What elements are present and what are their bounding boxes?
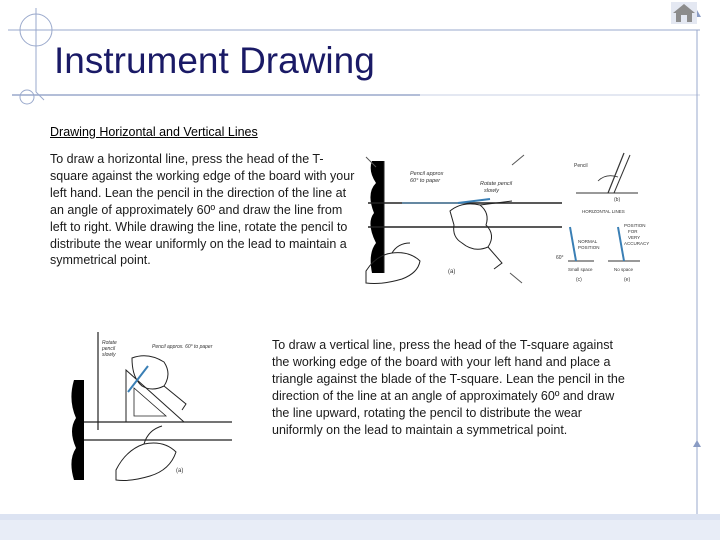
- svg-text:Rotate pencil: Rotate pencil: [480, 181, 513, 187]
- svg-text:POSITION: POSITION: [578, 245, 600, 250]
- svg-text:HORIZONTAL LINES: HORIZONTAL LINES: [582, 209, 625, 214]
- paragraph-vertical: To draw a vertical line, press the head of the T-square against the working edge of the board with your left hand and place a triangle against the blade of the T-square. Lean the pencil in the direction of the line at an angle of approximately 60º and draw the line upward, rotating the pencil to distribute the wear uniformly on the lead to maintain a symmetrical point.: [272, 338, 625, 437]
- svg-text:(b): (b): [614, 197, 621, 203]
- svg-text:(a): (a): [448, 269, 456, 275]
- tsquare-head: [71, 380, 84, 480]
- svg-text:slowly: slowly: [484, 188, 499, 194]
- svg-text:Pencil: Pencil: [574, 163, 588, 169]
- svg-text:Rotate: Rotate: [102, 340, 117, 346]
- svg-text:Small space: Small space: [568, 267, 593, 272]
- svg-text:Pencil approx. 60° to paper: Pencil approx. 60° to paper: [152, 344, 213, 350]
- svg-text:No space: No space: [614, 267, 634, 272]
- home-icon[interactable]: [671, 2, 697, 24]
- svg-text:(c): (c): [576, 277, 582, 283]
- svg-text:FOR: FOR: [628, 229, 638, 234]
- figure-vertical-lines: [64, 330, 234, 494]
- slide-title: Instrument Drawing: [54, 40, 375, 81]
- svg-text:slowly: slowly: [102, 352, 116, 358]
- figure-horizontal-lines: [362, 143, 654, 293]
- svg-text:VERY: VERY: [628, 235, 641, 240]
- paragraph-horizontal: To draw a horizontal line, press the head of the T-square against the working edge of the board with your left hand. Lean the pencil in the direction of the line at an angle of approximately 60º and draw the line from left to right. While drawing the line, rotate the pencil to distribute the wear uniformly on the lead to maintain a symmetrical point.: [50, 152, 355, 268]
- svg-text:(e): (e): [624, 277, 631, 283]
- svg-text:pencil: pencil: [102, 346, 116, 352]
- svg-text:60°: 60°: [556, 255, 564, 261]
- section-subtitle: Drawing Horizontal and Vertical Lines: [50, 125, 258, 139]
- svg-text:ACCURACY: ACCURACY: [624, 241, 650, 246]
- svg-text:POSITION: POSITION: [624, 223, 646, 228]
- svg-text:60° to paper: 60° to paper: [410, 178, 441, 184]
- svg-text:Pencil approx: Pencil approx: [410, 171, 444, 177]
- svg-text:(a): (a): [176, 468, 184, 474]
- svg-text:NORMAL: NORMAL: [578, 239, 598, 244]
